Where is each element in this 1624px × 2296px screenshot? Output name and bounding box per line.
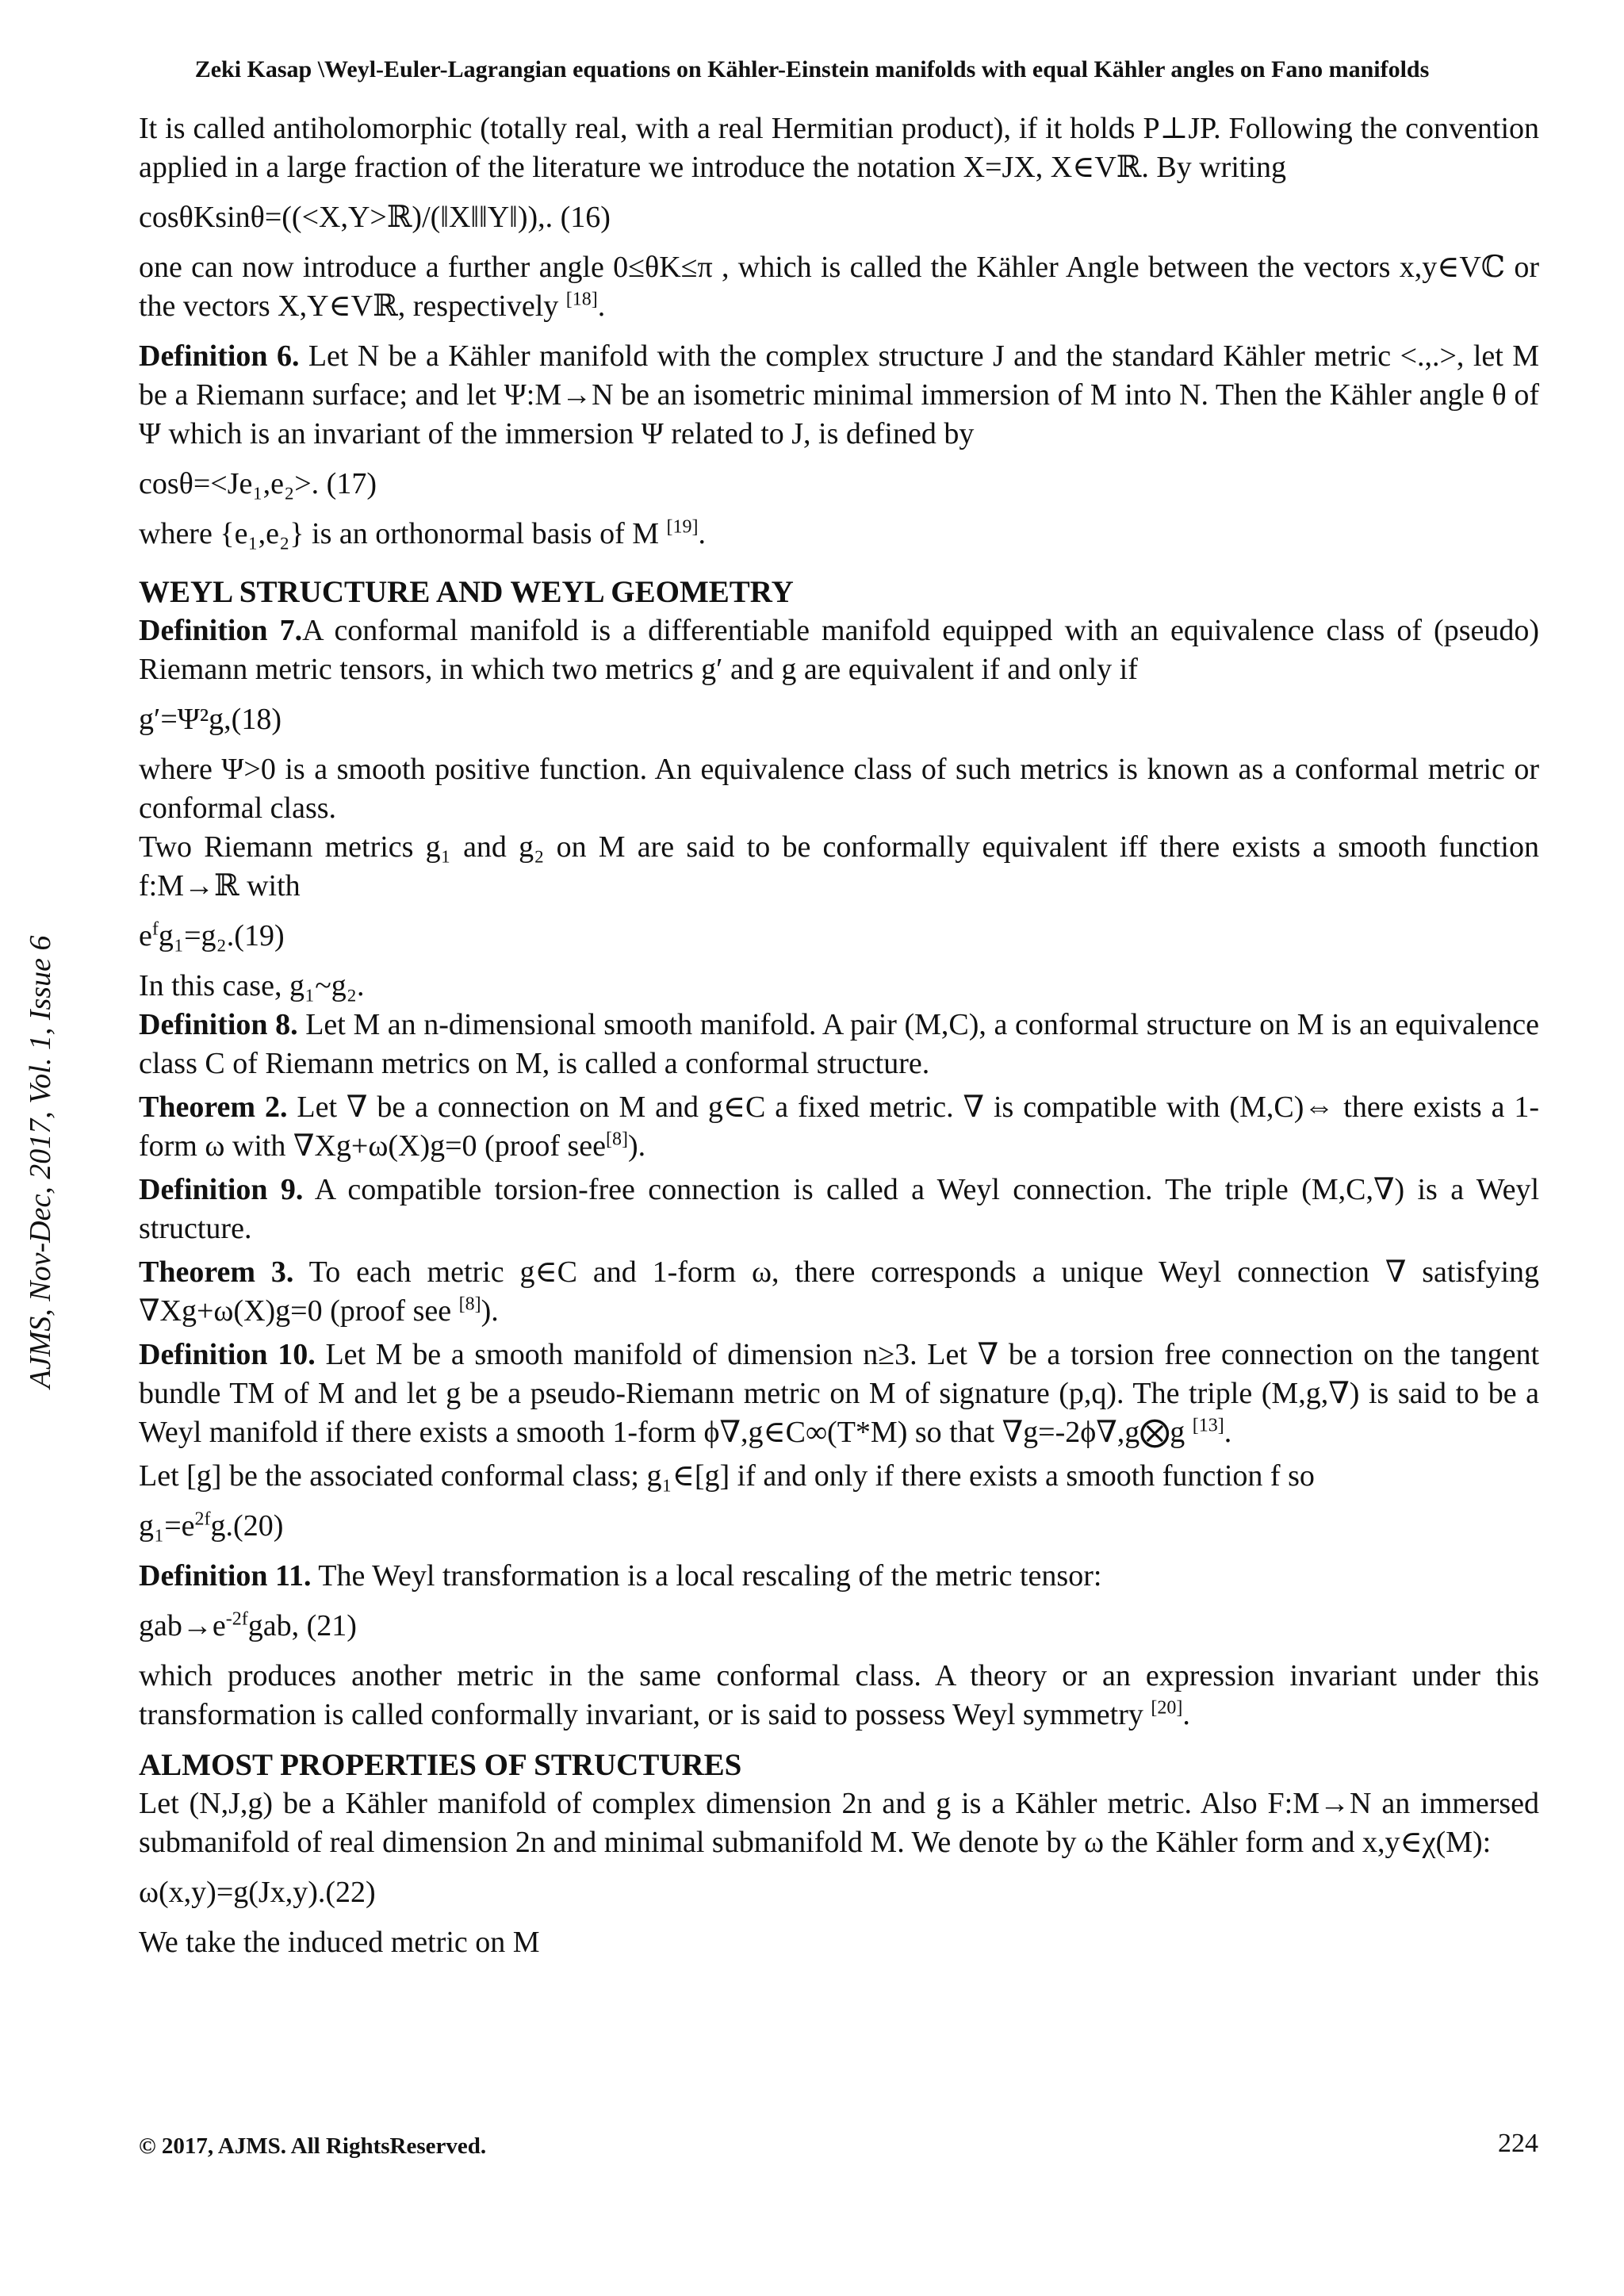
text: g₁=e <box>139 1509 195 1543</box>
footer-copyright: © 2017, AJMS. All RightsReserved. <box>139 2133 487 2159</box>
text: gab→e <box>139 1609 226 1642</box>
paragraph-kahler-manifold: Let (N,J,g) be a Kähler manifold of complex dimension 2n and g is a Kähler metric. Also F:M→N an immersed submanifold of real dimension 2n and minimal submanifold M. We denote by ω the Kähler form and x,y∈χ(M): <box>139 1787 1539 1859</box>
paragraph-kahler-angle <box>139 248 1539 326</box>
text: . <box>698 517 707 550</box>
equation-17: cosθ=<Je₁,e₂>. (17) <box>139 467 377 500</box>
text: . <box>597 289 606 323</box>
theorem-2-text: Let ∇ be a connection on M and g∈C a fixed metric. ∇ is compatible with (M,C)⇔ there exists a 1-form ω with ∇Xg+ω(X)g=0 (proof see <box>139 1091 1540 1163</box>
citation-18: [18] <box>565 289 598 310</box>
theorem-3-text: To each metric g∈C and 1-form ω, there corresponds a unique Weyl connection ∇ satisfying ∇Xg+ω(X)g=0 (proof see <box>139 1255 1539 1328</box>
text: g.(20) <box>210 1509 284 1543</box>
text: where {e₁,e₂} is an orthonormal basis of M <box>139 517 667 550</box>
definition-9 <box>139 1171 1539 1248</box>
definition-9-label: Definition 9. <box>139 1173 304 1206</box>
paragraph-associated-class: Let [g] be the associated conformal class; g₁∈[g] if and only if there exists a smooth function f so <box>139 1459 1315 1493</box>
text: one can now introduce a further angle 0≤θK≤π , which is called the Kähler Angle between the vectors x,y∈Vℂ or the vectors X,Y∈Vℝ, respectively <box>139 251 1539 323</box>
paragraph-in-this-case: In this case, g₁~g₂. <box>139 969 365 1002</box>
equation-22: ω(x,y)=g(Jx,y).(22) <box>139 1876 376 1909</box>
definition-11 <box>139 1557 1539 1596</box>
superscript: 2f <box>194 1508 211 1530</box>
citation-13: [13] <box>1192 1415 1224 1436</box>
text: gab, (21) <box>247 1609 357 1642</box>
equation-19 <box>139 917 1539 956</box>
definition-6 <box>139 337 1539 454</box>
definition-7-text: A conformal manifold is a differentiable manifold equipped with an equivalence class of (pseudo) Riemann metric tensors, in which two metrics g′ and g are equivalent if and only if <box>139 614 1539 686</box>
citation-8: [8] <box>606 1129 629 1150</box>
superscript: -2f <box>225 1608 248 1630</box>
definition-11-text: The Weyl transformation is a local rescaling of the metric tensor: <box>311 1559 1102 1593</box>
definition-7 <box>139 611 1539 689</box>
definition-10-text: Let M be a smooth manifold of dimension n≥3. Let ∇ be a torsion free connection on the tangent bundle TM of M and let g be a pseudo-Riemann metric on M of signature (p,q). The triple (M,g,∇) is said to be a Weyl manifold if there exists a smooth 1-form ϕ∇,g∈C∞(T*M) so that ∇g=-2ϕ∇,g⨂g <box>139 1338 1540 1449</box>
theorem-2 <box>139 1088 1539 1166</box>
section-heading-almost-properties: ALMOST PROPERTIES OF STRUCTURES <box>139 1748 742 1782</box>
page-body <box>139 109 1539 1962</box>
definition-7-label: Definition 7. <box>139 614 303 647</box>
text: which produces another metric in the same conformal class. A theory or an expression invariant under this transformation is called conformally invariant, or is said to possess Weyl symmetry <box>139 1659 1539 1731</box>
text: . <box>1224 1416 1232 1449</box>
text: . <box>1182 1698 1190 1731</box>
text: ). <box>628 1129 646 1163</box>
page-number: 224 <box>1498 2129 1538 2158</box>
superscript: f <box>151 918 159 940</box>
running-header: Zeki Kasap \Weyl-Euler-Lagrangian equations on Kähler-Einstein manifolds with equal Kähler angles on Fano manifolds <box>194 56 1430 82</box>
definition-10 <box>139 1336 1539 1452</box>
definition-11-label: Definition 11. <box>139 1559 312 1593</box>
text: g₁=g₂.(19) <box>158 919 285 953</box>
section-heading-weyl: WEYL STRUCTURE AND WEYL GEOMETRY <box>139 575 794 609</box>
definition-8-label: Definition 8. <box>139 1008 298 1041</box>
paragraph-orthonormal-basis <box>139 515 1539 554</box>
equation-21 <box>139 1607 1539 1646</box>
definition-8-text: Let M an n-dimensional smooth manifold. A pair (M,C), a conformal structure on M is an equivalence class C of Riemann metrics on M, is called a conformal structure. <box>139 1008 1539 1080</box>
citation-19: [19] <box>666 516 699 538</box>
citation-8b: [8] <box>458 1294 481 1315</box>
definition-10-label: Definition 10. <box>139 1338 316 1371</box>
theorem-2-label: Theorem 2. <box>139 1091 288 1124</box>
definition-8 <box>139 1006 1539 1083</box>
theorem-3-label: Theorem 3. <box>139 1255 294 1289</box>
equation-16: cosθKsinθ=((<X,Y>ℝ)/(‖X‖‖Y‖)),. (16) <box>139 201 611 234</box>
definition-9-text: A compatible torsion-free connection is called a Weyl connection. The triple (M,C,∇) is a Weyl structure. <box>139 1173 1540 1245</box>
equation-18: g′=Ψ²g,(18) <box>139 703 282 736</box>
paragraph-conformal-class: where Ψ>0 is a smooth positive function. An equivalence class of such metrics is known as a conformal metric or conformal class. <box>139 753 1539 825</box>
text: ). <box>481 1294 499 1328</box>
side-journal-label-text: AJMS, Nov-Dec, 2017, Vol. 1, Issue 6 <box>24 935 57 1389</box>
theorem-3 <box>139 1253 1539 1331</box>
paragraph-induced-metric: We take the induced metric on M <box>139 1926 540 1959</box>
paragraph-conformally-equivalent: Two Riemann metrics g₁ and g₂ on M are said to be conformally equivalent iff there exists a smooth function f:M→ℝ with <box>139 830 1539 903</box>
side-journal-label <box>21 872 60 1451</box>
paragraph-weyl-symmetry <box>139 1657 1539 1734</box>
definition-6-text: Let N be a Kähler manifold with the complex structure J and the standard Kähler metric <.,.>, let M be a Riemann surface; and let Ψ:M→N be an isometric minimal immersion of M into N. Then the Kähler angle θ of Ψ which is an invariant of the immersion Ψ related to J, is defined by <box>139 339 1539 450</box>
citation-20: [20] <box>1151 1697 1183 1719</box>
paragraph-antiholomorphic: It is called antiholomorphic (totally real, with a real Hermitian product), if it holds P⊥JP. Following the convention applied in a large fraction of the literature we introduce the notation X=JX, X∈Vℝ. By writing <box>139 112 1539 184</box>
equation-20 <box>139 1507 1539 1546</box>
text: e <box>139 919 152 953</box>
definition-6-label: Definition 6. <box>139 339 300 373</box>
